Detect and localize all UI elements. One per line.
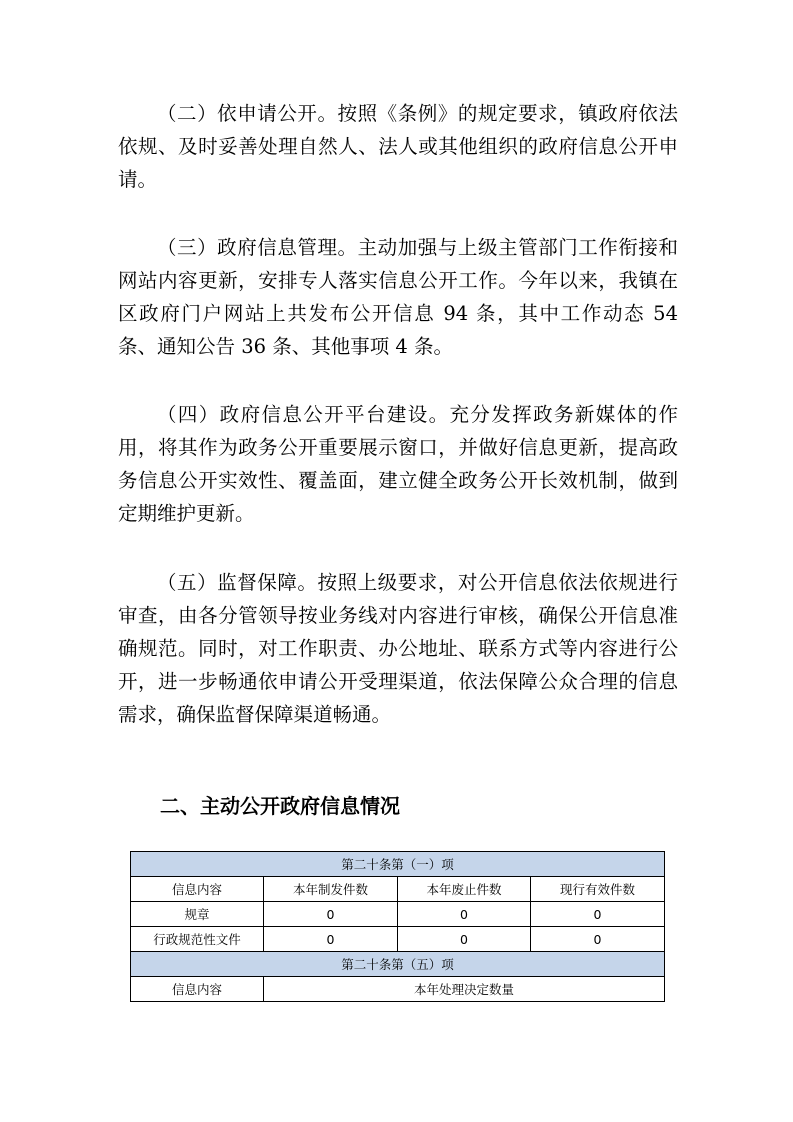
table-cell: 行政规范性文件: [131, 927, 264, 952]
table-header-cell: 现行有效件数: [531, 877, 665, 902]
table-section-title: 第二十条第（一）项: [131, 852, 665, 877]
table-section-row: [131, 852, 665, 877]
disclosure-table: [130, 851, 665, 1002]
table-cell: 0: [264, 927, 398, 952]
table-section-title: 第二十条第（五）项: [131, 952, 665, 977]
table-cell: 0: [398, 902, 531, 927]
table-header-cell: 信息内容: [131, 877, 264, 902]
paragraph-information-management: （三）政府信息管理。主动加强与上级主管部门工作衔接和网站内容更新，安排专人落实信息公开工作。今年以来，我镇在区政府门户网站上共发布公开信息 94 条，其中工作动态 54 条、通知公告 36 条、其他事项 4 条。: [118, 236, 678, 358]
table-row: [131, 927, 665, 952]
section-heading: 二、主动公开政府信息情况: [160, 794, 400, 818]
table-cell: 规章: [131, 902, 264, 927]
table-header-cell: 本年处理决定数量: [264, 977, 665, 1002]
table-header-cell: 本年废止件数: [398, 877, 531, 902]
paragraph-supervision: （五）监督保障。按照上级要求，对公开信息依法依规进行审查，由各分管领导按业务线对内容进行审核，确保公开信息准确规范。同时，对工作职责、办公地址、联系方式等内容进行公开，进一步畅通依申请公开受理渠道，依法保障公众合理的信息需求，确保监督保障渠道畅通。: [118, 571, 678, 726]
table-row: [131, 902, 665, 927]
table-cell: 0: [264, 902, 398, 927]
table-cell: 0: [531, 927, 665, 952]
table-cell: 0: [531, 902, 665, 927]
table-header-cell: 信息内容: [131, 977, 264, 1002]
table-cell: 0: [398, 927, 531, 952]
table-header-row: [131, 877, 665, 902]
table-section-row: [131, 952, 665, 977]
paragraph-platform-construction: （四）政府信息公开平台建设。充分发挥政务新媒体的作用，将其作为政务公开重要展示窗口，并做好信息更新，提高政务信息公开实效性、覆盖面，建立健全政务公开长效机制，做到定期维护更新。: [118, 403, 678, 525]
paragraph-application-disclosure: （二）依申请公开。按照《条例》的规定要求，镇政府依法依规、及时妥善处理自然人、法人或其他组织的政府信息公开申请。: [118, 102, 678, 191]
table-header-cell: 本年制发件数: [264, 877, 398, 902]
table-header-row: [131, 977, 665, 1002]
